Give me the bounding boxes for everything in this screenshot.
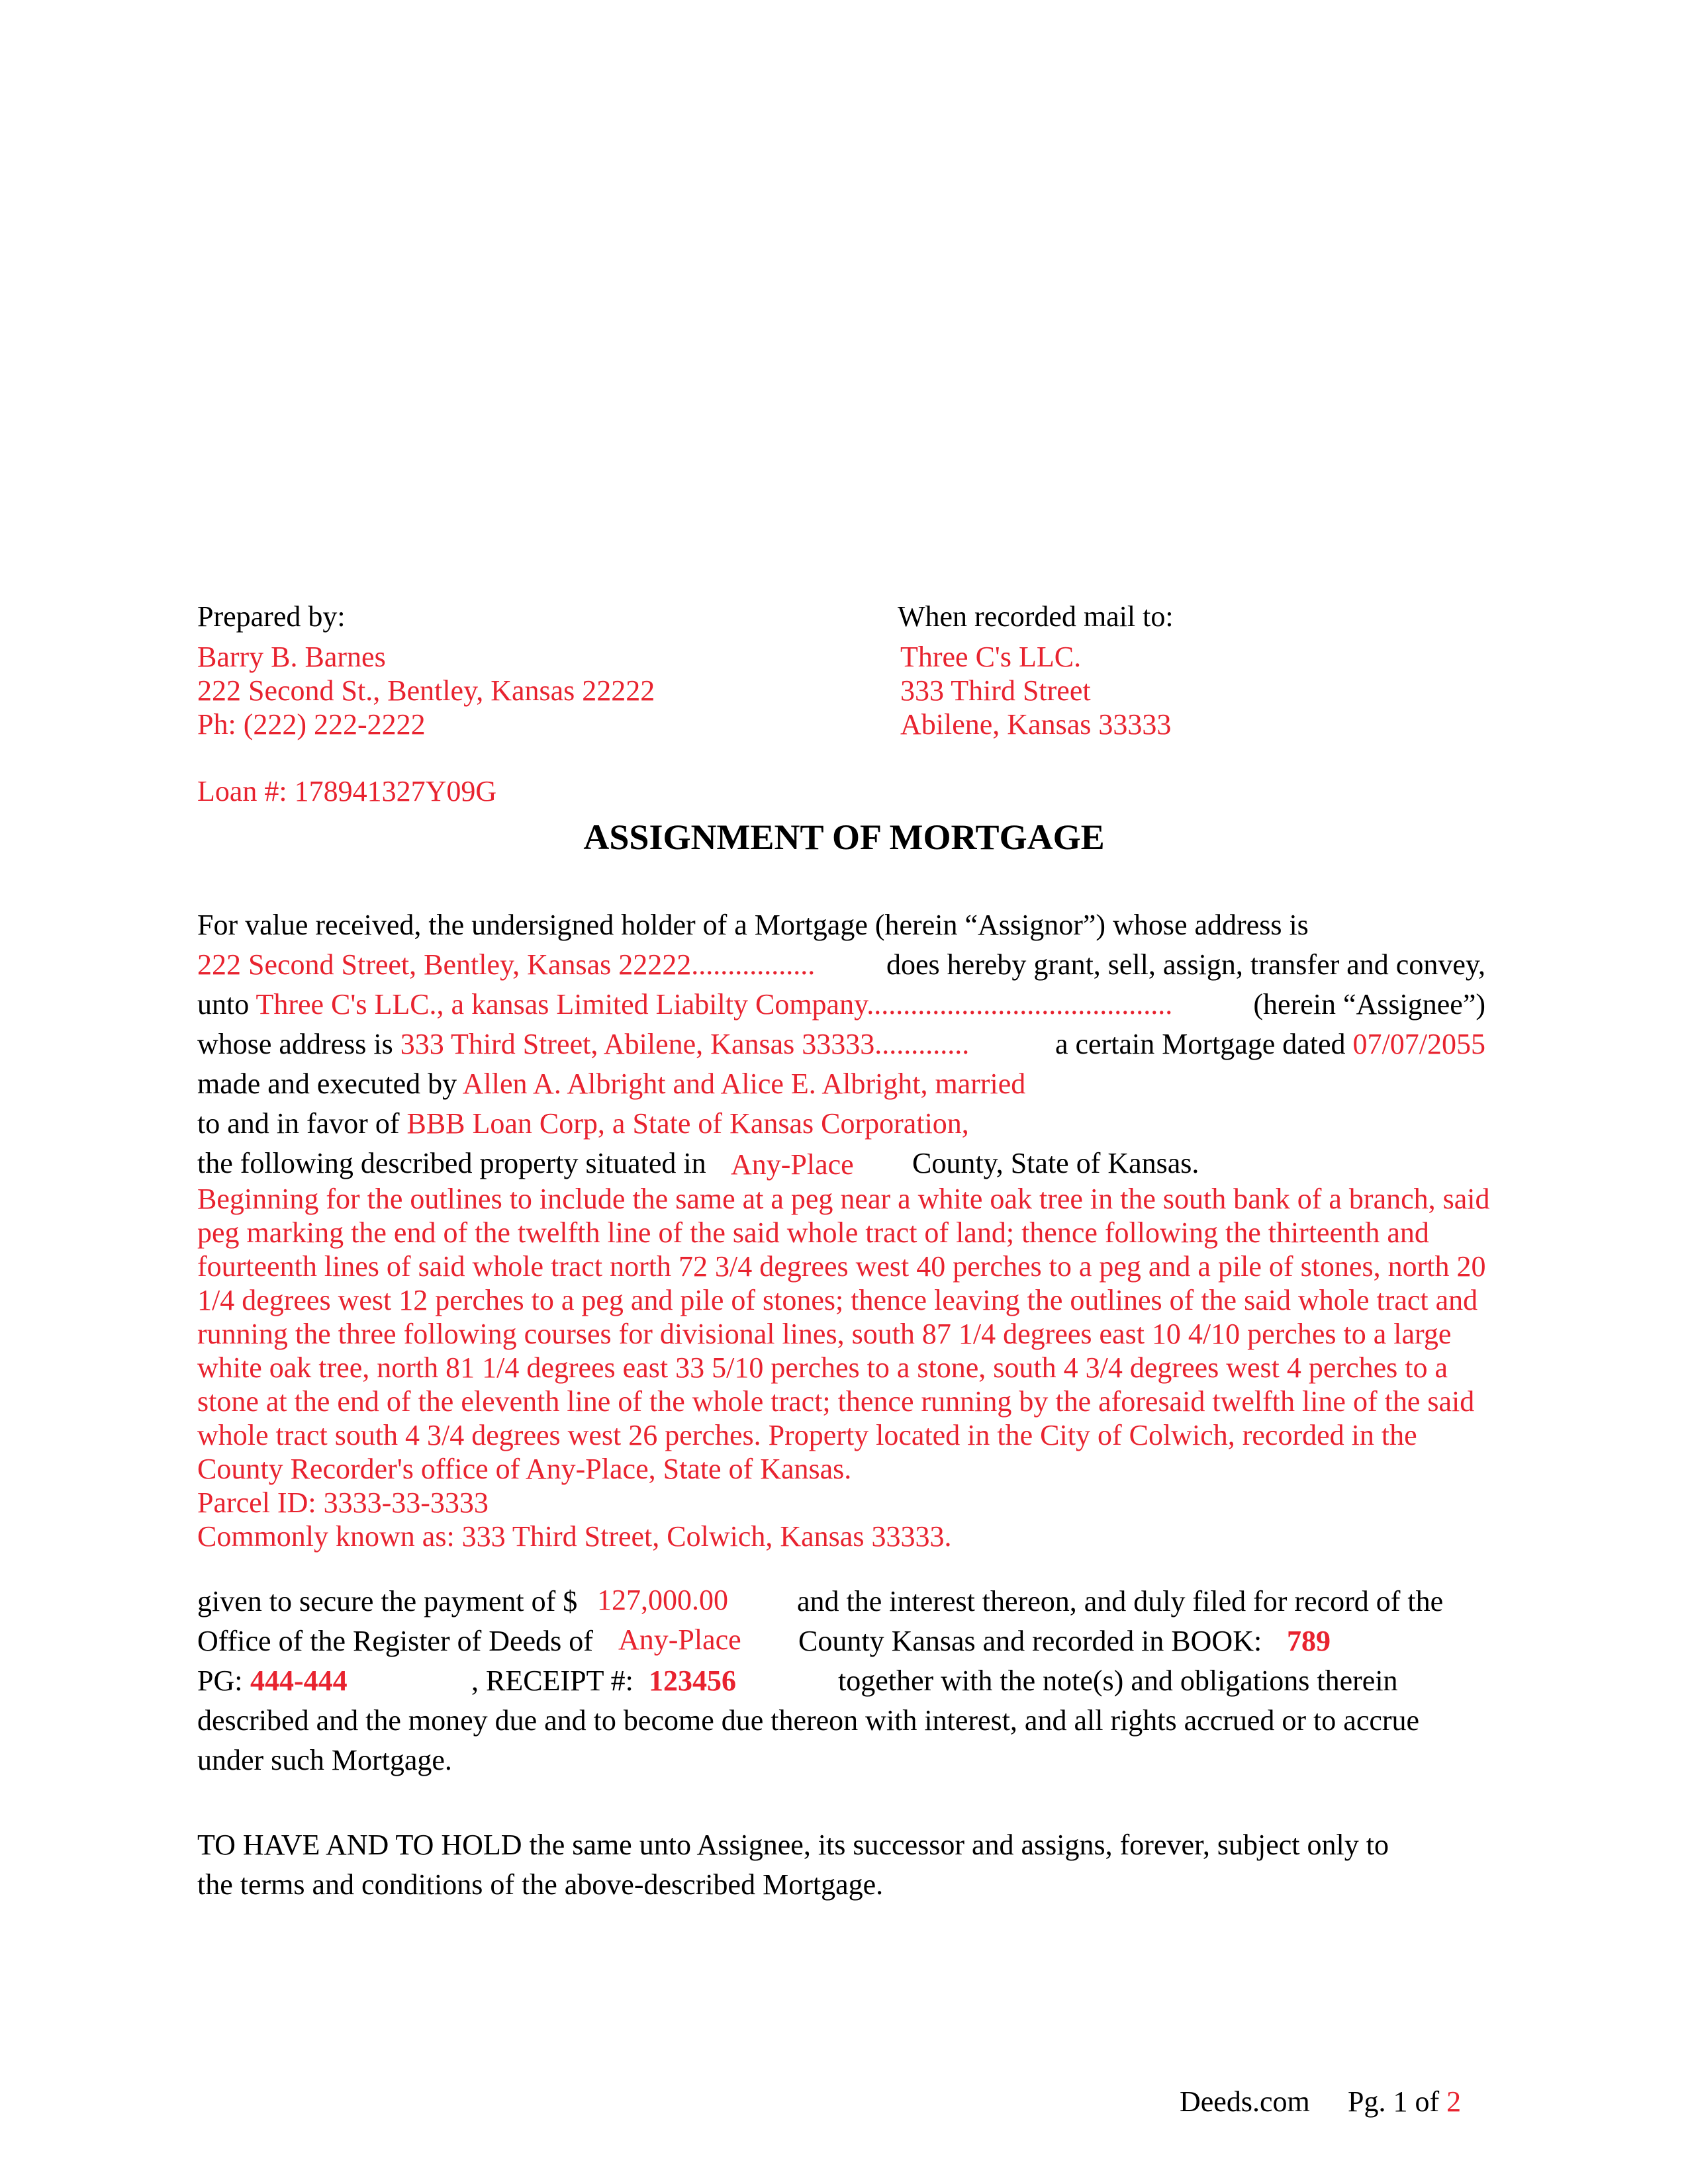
footer-page-total: 2 bbox=[1446, 2085, 1462, 2118]
prepared-by-label: Prepared by: bbox=[197, 600, 346, 633]
executed-label: made and executed by bbox=[197, 1068, 457, 1100]
mortgage-dated-label: a certain Mortgage dated bbox=[1055, 1028, 1346, 1060]
habendum-line-2: the terms and conditions of the above-described Mortgage. bbox=[197, 1868, 884, 1901]
body-line-4 bbox=[197, 1024, 969, 1064]
intro-text: For value received, the undersigned holder of a Mortgage (herein “Assignor”) whose address is bbox=[197, 909, 1309, 941]
mail-to-city: Abilene, Kansas 33333 bbox=[900, 708, 1172, 741]
favor-label: to and in favor of bbox=[197, 1107, 400, 1140]
unto-label: unto bbox=[197, 988, 250, 1021]
mail-to-label: When recorded mail to: bbox=[898, 600, 1174, 633]
leader-dots: ............. bbox=[874, 1028, 970, 1060]
office-county: Any-Place bbox=[618, 1623, 741, 1656]
preparer-name: Barry B. Barnes bbox=[197, 641, 386, 673]
receipt-label: , RECEIPT #: bbox=[471, 1664, 633, 1697]
commonly-known: Commonly known as: 333 Third Street, Colwich, Kansas 33333. bbox=[197, 1520, 952, 1553]
book-number: 789 bbox=[1287, 1625, 1331, 1657]
assignee-label: (herein “Assignee”) bbox=[1253, 988, 1485, 1021]
footer-site: Deeds.com bbox=[1180, 2085, 1310, 2118]
parcel-id: Parcel ID: 3333-33-3333 bbox=[197, 1486, 489, 1519]
legal-description: Beginning for the outlines to include the same at a peg near a white oak tree in the south bank of a branch, said peg marking the end of the twelfth line of the said whole tract of land; thence following the thirteenth and fourteenth lines of said whole tract north 72 3/4 degrees west 40 perches to a peg and a pile of stones, north 20 1/4 degrees west 12 perches to a peg and pile of stones; thence leaving the outlines of the said whole tract and running the three following courses for divisional lines, south 87 1/4 degrees east 10 4/10 perches to a large white oak tree, north 81 1/4 degrees east 33 5/10 perches to a stone, south 4 3/4 degrees west 4 perches to a stone at the end of the eleventh line of the whole tract; thence running by the aforesaid twelfth line of the said whole tract south 4 3/4 degrees west 26 perches. Property located in the City of Colwich, recorded in the County Recorder's office of Any-Place, State of Kansas. bbox=[197, 1183, 1490, 1485]
office-label: Office of the Register of Deeds of bbox=[197, 1625, 593, 1657]
preparer-phone: Ph: (222) 222-2222 bbox=[197, 708, 426, 741]
preparer-address: 222 Second St., Bentley, Kansas 22222 bbox=[197, 674, 655, 707]
mortgage-dated-group bbox=[1055, 1024, 1485, 1064]
receipt-number: 123456 bbox=[649, 1664, 736, 1697]
under-text: under such Mortgage. bbox=[197, 1744, 452, 1776]
lender: BBB Loan Corp, a State of Kansas Corporation, bbox=[406, 1107, 969, 1140]
body-line-6 bbox=[197, 1104, 969, 1144]
habendum-line-1: TO HAVE AND TO HOLD the same unto Assignee, its successor and assigns, forever, subject only to bbox=[197, 1829, 1389, 1861]
whose-address-label: whose address is bbox=[197, 1028, 393, 1060]
mortgage-date: 07/07/2055 bbox=[1352, 1028, 1485, 1060]
interest-text: and the interest thereon, and duly filed for record of the bbox=[797, 1585, 1444, 1617]
grant-text: does hereby grant, sell, assign, transfer and convey, bbox=[886, 948, 1485, 981]
county-suffix: County, State of Kansas. bbox=[912, 1147, 1199, 1179]
legal-description-block bbox=[197, 1182, 1495, 1553]
leader-dots: .......................................... bbox=[867, 988, 1173, 1021]
mortgagors: Allen A. Albright and Alice E. Albright, married bbox=[462, 1068, 1026, 1100]
body-line-5 bbox=[197, 1064, 1025, 1104]
pg-label: PG: bbox=[197, 1664, 243, 1697]
payment-label: given to secure the payment of $ bbox=[197, 1585, 578, 1617]
footer-page-indicator bbox=[1348, 2082, 1461, 2122]
assignor-address: 222 Second Street, Bentley, Kansas 22222 bbox=[197, 948, 692, 981]
body-line-3 bbox=[197, 985, 1172, 1024]
property-label: the following described property situated in bbox=[197, 1147, 706, 1179]
property-county: Any-Place bbox=[731, 1148, 854, 1181]
described-text: described and the money due and to become due thereon with interest, and all rights accrued or to accrue bbox=[197, 1704, 1420, 1737]
assignee-name: Three C's LLC., a kansas Limited Liabilty Company bbox=[256, 988, 867, 1021]
footer-page-prefix: Pg. 1 of bbox=[1348, 2085, 1440, 2118]
mail-to-name: Three C's LLC. bbox=[900, 641, 1082, 673]
assignee-address: 333 Third Street, Abilene, Kansas 33333 bbox=[400, 1028, 875, 1060]
loan-amount: 127,000.00 bbox=[597, 1584, 728, 1616]
page-number-value: 444-444 bbox=[250, 1664, 348, 1697]
recorded-label: County Kansas and recorded in BOOK: bbox=[798, 1625, 1262, 1657]
body-line-2 bbox=[197, 945, 815, 985]
together-text: together with the note(s) and obligations therein bbox=[838, 1664, 1398, 1697]
document-title: ASSIGNMENT OF MORTGAGE bbox=[583, 817, 1105, 857]
mail-to-street: 333 Third Street bbox=[900, 674, 1091, 707]
loan-number: Loan #: 178941327Y09G bbox=[197, 775, 497, 807]
leader-dots: ................. bbox=[691, 948, 816, 981]
